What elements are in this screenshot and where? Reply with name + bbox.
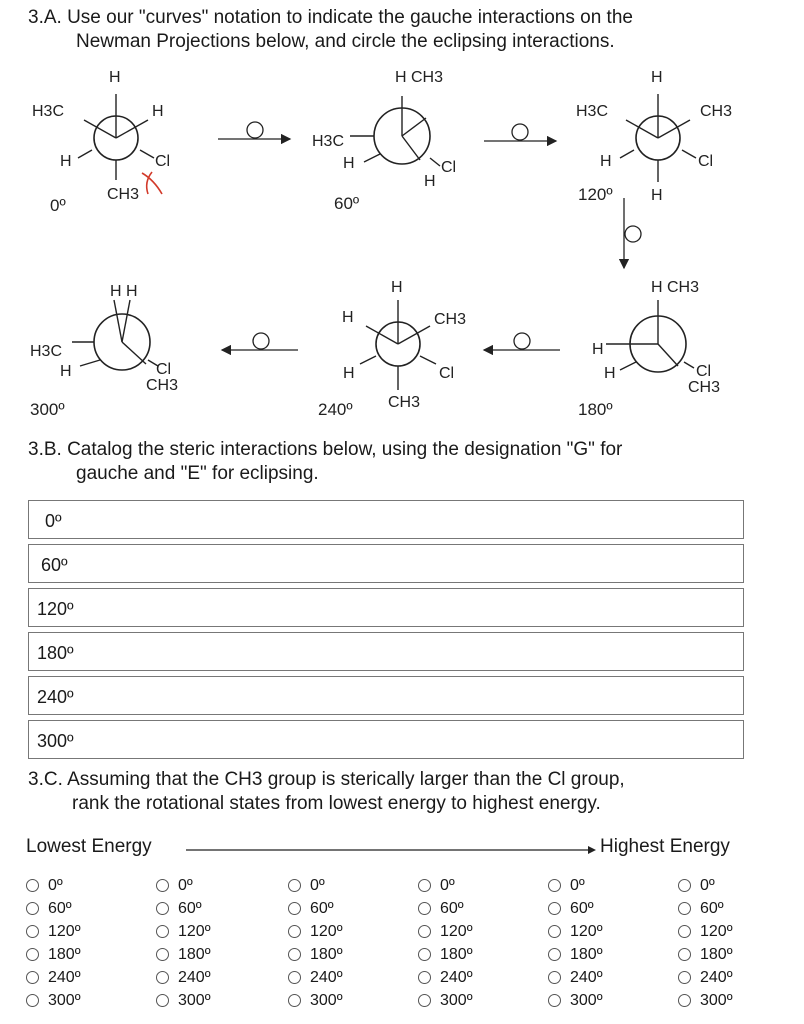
rank-column-5 [548,874,603,1012]
rank-option[interactable] [156,920,211,943]
radio-button[interactable] [26,925,39,938]
rank-option[interactable] [288,897,343,920]
p180-left-lower: H [604,365,616,382]
projection-240 [318,279,466,419]
p300-lower-right-1: Cl [156,361,172,378]
p180-lower-right-2: CH3 [688,379,721,396]
rank-option[interactable] [156,966,211,989]
option-label: 240º [440,968,473,986]
arrow-240-300 [222,333,298,350]
catalog-row-60[interactable] [28,544,744,583]
rank-option[interactable] [548,897,603,920]
p120-bottom: H [651,187,663,204]
rank-option[interactable] [548,989,603,1012]
rank-option[interactable] [288,966,343,989]
radio-button[interactable] [418,971,431,984]
option-label: 120º [178,922,211,940]
rank-column-1 [26,874,81,1012]
radio-button[interactable] [26,902,39,915]
rank-option[interactable] [288,943,343,966]
part-c-prompt [28,768,625,816]
radio-button[interactable] [418,948,431,961]
radio-button[interactable] [288,948,301,961]
p120-angle: 120º [578,185,613,204]
radio-button[interactable] [156,971,169,984]
option-label: 60º [440,899,464,917]
catalog-row-label: 120º [37,599,74,619]
radio-button[interactable] [678,902,691,915]
p0-bottom: CH3 [107,186,140,203]
radio-button[interactable] [26,948,39,961]
p0-lower-right: Cl [155,153,171,170]
rank-option[interactable] [156,874,211,897]
rank-option[interactable] [678,989,733,1012]
p60-top: H CH3 [395,69,444,86]
radio-button[interactable] [156,925,169,938]
p300-left-upper: H3C [30,343,63,360]
p240-lower-left: H [343,365,355,382]
energy-scale [0,834,804,864]
rank-option[interactable] [678,874,733,897]
radio-button[interactable] [26,971,39,984]
p60-angle: 60º [334,194,360,213]
rank-option[interactable] [26,897,81,920]
part-b-line2: gauche and "E" for eclipsing. [76,463,319,484]
catalog-row-120[interactable] [28,588,744,627]
option-label: 60º [178,899,202,917]
radio-button[interactable] [26,879,39,892]
arrow-60-120 [484,124,556,141]
catalog-row-label: 60º [41,555,68,575]
radio-button[interactable] [678,994,691,1007]
radio-button[interactable] [678,971,691,984]
option-label: 240º [178,968,211,986]
rank-option[interactable] [288,989,343,1012]
option-label: 120º [48,922,81,940]
catalog-row-label: 300º [37,731,74,751]
projection-300 [30,283,178,419]
rank-option[interactable] [418,897,473,920]
p120-lower-right: Cl [698,153,714,170]
option-label: 120º [440,922,473,940]
option-label: 60º [310,899,334,917]
option-label: 0º [570,876,585,894]
rank-option[interactable] [418,943,473,966]
catalog-row-180[interactable] [28,632,744,671]
catalog-row-300[interactable] [28,720,744,759]
p120-lower-left: H [600,153,612,170]
radio-button[interactable] [548,902,561,915]
option-label: 120º [570,922,603,940]
gauche-curve [142,173,162,194]
p300-lower-right-2: CH3 [146,377,179,394]
p60-left: H3C [312,133,345,150]
part-b-prompt [28,438,622,486]
projection-0 [32,69,170,215]
rank-column-4 [418,874,473,1012]
lowest-energy-label: Lowest Energy [26,836,152,857]
part-c-line2: rank the rotational states from lowest energy to highest energy. [72,793,601,814]
radio-button[interactable] [548,948,561,961]
radio-button[interactable] [156,879,169,892]
p0-top: H [109,69,121,86]
projection-120 [576,69,732,204]
radio-button[interactable] [548,994,561,1007]
p0-upper-left: H3C [32,103,65,120]
p180-lower-right-1: Cl [696,363,712,380]
option-label: 60º [700,899,724,917]
rank-option[interactable] [548,920,603,943]
option-label: 180º [440,945,473,963]
rank-option[interactable] [418,989,473,1012]
rank-option[interactable] [678,943,733,966]
p300-left-lower: H [60,363,72,380]
radio-button[interactable] [548,879,561,892]
radio-button[interactable] [678,925,691,938]
radio-button[interactable] [156,994,169,1007]
radio-button[interactable] [26,994,39,1007]
part-b-line1: 3.B. Catalog the steric interactions below, using the designation "G" for [28,439,623,460]
p120-upper-left: H3C [576,103,609,120]
rank-option[interactable] [418,966,473,989]
option-label: 180º [178,945,211,963]
option-label: 180º [700,945,733,963]
catalog-row-0[interactable] [28,500,744,539]
p240-angle: 240º [318,400,353,419]
radio-button[interactable] [288,971,301,984]
rank-option[interactable] [548,966,603,989]
rank-option[interactable] [288,920,343,943]
p0-lower-left: H [60,153,72,170]
rank-option[interactable] [156,989,211,1012]
catalog-row-label: 180º [37,643,74,663]
rank-option[interactable] [156,943,211,966]
p300-top: H H [110,283,138,300]
option-label: 240º [570,968,603,986]
p120-upper-right: CH3 [700,103,733,120]
p300-angle: 300º [30,400,65,419]
option-label: 300º [48,991,81,1009]
option-label: 180º [48,945,81,963]
option-label: 0º [310,876,325,894]
radio-button[interactable] [548,925,561,938]
rank-option[interactable] [678,897,733,920]
option-label: 0º [700,876,715,894]
p240-bottom: CH3 [388,394,421,411]
part-c-line1: 3.C. Assuming that the CH3 group is sterically larger than the Cl group, [28,769,625,790]
rank-option[interactable] [548,943,603,966]
p120-top: H [651,69,663,86]
option-label: 120º [700,922,733,940]
radio-button[interactable] [156,902,169,915]
radio-button[interactable] [288,902,301,915]
radio-button[interactable] [156,948,169,961]
energy-arrow [186,834,596,864]
radio-button[interactable] [288,879,301,892]
projection-60 [312,69,456,213]
rank-option[interactable] [288,874,343,897]
rank-option[interactable] [418,920,473,943]
p0-upper-right: H [152,103,164,120]
radio-button[interactable] [288,994,301,1007]
option-label: 300º [440,991,473,1009]
p240-upper-right: CH3 [434,311,467,328]
option-label: 60º [48,899,72,917]
radio-button[interactable] [418,925,431,938]
part-a-line2: Newman Projections below, and circle the eclipsing interactions. [76,31,615,52]
p0-angle: 0º [50,196,66,215]
gauche-curve [147,172,152,194]
option-label: 0º [440,876,455,894]
rank-option[interactable] [418,874,473,897]
rank-option[interactable] [26,943,81,966]
radio-button[interactable] [678,948,691,961]
catalog-row-label: 0º [45,511,62,531]
option-label: 180º [570,945,603,963]
p60-lower-right: Cl [441,159,457,176]
rank-option[interactable] [548,874,603,897]
part-a-line1: 3.A. Use our "curves" notation to indicate the gauche interactions on the [28,7,633,28]
highest-energy-label: Highest Energy [600,836,730,857]
rank-column-2 [156,874,211,1012]
radio-button[interactable] [418,902,431,915]
rank-option[interactable] [26,920,81,943]
radio-button[interactable] [288,925,301,938]
arrow-0-60 [218,122,290,139]
radio-button[interactable] [418,879,431,892]
arrow-120-180 [624,198,641,268]
p180-angle: 180º [578,400,613,419]
option-label: 0º [48,876,63,894]
p60-lower-left: H [343,155,355,172]
p60-bottom: H [424,173,436,190]
rank-column-3 [288,874,343,1012]
catalog-row-240[interactable] [28,676,744,715]
p240-lower-right: Cl [439,365,455,382]
option-label: 300º [310,991,343,1009]
option-label: 240º [48,968,81,986]
option-label: 180º [310,945,343,963]
p240-top: H [391,279,403,296]
projection-180 [578,279,720,419]
rank-column-6 [678,874,733,1012]
option-label: 300º [570,991,603,1009]
radio-button[interactable] [548,971,561,984]
option-label: 300º [178,991,211,1009]
option-label: 300º [700,991,733,1009]
catalog-row-label: 240º [37,687,74,707]
radio-button[interactable] [418,994,431,1007]
p180-left-upper: H [592,341,604,358]
option-label: 0º [178,876,193,894]
option-label: 60º [570,899,594,917]
rank-option[interactable] [156,897,211,920]
rank-option[interactable] [26,989,81,1012]
rank-option[interactable] [26,874,81,897]
option-label: 240º [310,968,343,986]
option-label: 240º [700,968,733,986]
rank-option[interactable] [678,966,733,989]
p240-upper-left: H [342,309,354,326]
rank-option[interactable] [678,920,733,943]
newman-projections [0,0,804,430]
rank-option[interactable] [26,966,81,989]
p180-top: H CH3 [651,279,700,296]
arrow-180-240 [484,333,560,350]
option-label: 120º [310,922,343,940]
radio-button[interactable] [678,879,691,892]
